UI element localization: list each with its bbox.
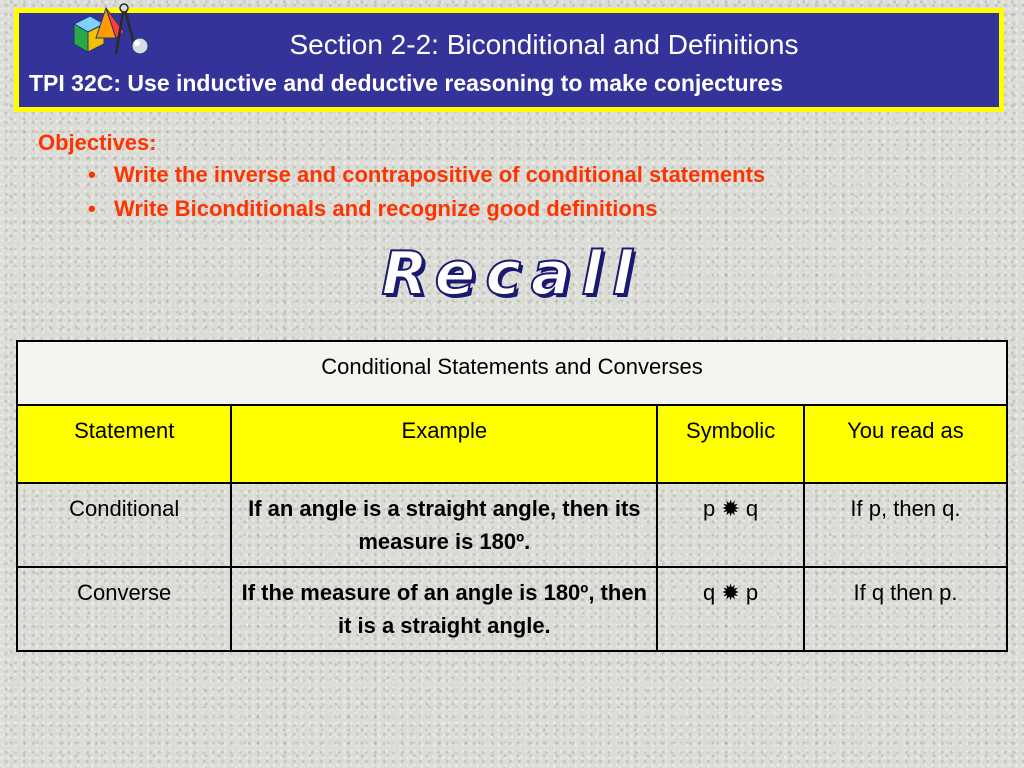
objective-item: • Write the inverse and contrapositive of conditional statements	[88, 158, 765, 192]
cell-statement: Converse	[17, 567, 231, 651]
cell-example: If the measure of an angle is 180º, then it is a straight angle.	[231, 567, 657, 651]
header-banner-inner	[19, 13, 999, 107]
cell-symbolic: q ✹ p	[657, 567, 804, 651]
objectives-list	[38, 158, 765, 226]
column-header-example: Example	[231, 405, 657, 483]
column-header-symbolic: Symbolic	[657, 405, 804, 483]
cell-symbolic: p ✹ q	[657, 483, 804, 567]
conditional-statements-table	[16, 340, 1008, 652]
table-row	[17, 483, 1007, 567]
header-banner	[14, 8, 1004, 112]
table-caption: Conditional Statements and Converses	[17, 341, 1007, 405]
page-title: Section 2-2: Biconditional and Definitions	[289, 29, 799, 60]
geometry-shapes-compass-icon	[66, 2, 152, 62]
cell-read-as: If p, then q.	[804, 483, 1007, 567]
objectives-heading: Objectives:	[38, 130, 157, 155]
table-caption-row	[17, 341, 1007, 405]
objective-item: • Write Biconditionals and recognize good definitions	[88, 192, 765, 226]
table-row	[17, 567, 1007, 651]
objectives-section	[38, 128, 765, 226]
cell-example: If an angle is a straight angle, then its measure is 180º.	[231, 483, 657, 567]
cell-statement: Conditional	[17, 483, 231, 567]
table-header-row	[17, 405, 1007, 483]
recall-word-art: Recall	[381, 239, 643, 309]
page-subtitle: TPI 32C: Use inductive and deductive reasoning to make conjectures	[29, 70, 784, 96]
column-header-read-as: You read as	[804, 405, 1007, 483]
cell-read-as: If q then p.	[804, 567, 1007, 651]
column-header-statement: Statement	[17, 405, 231, 483]
